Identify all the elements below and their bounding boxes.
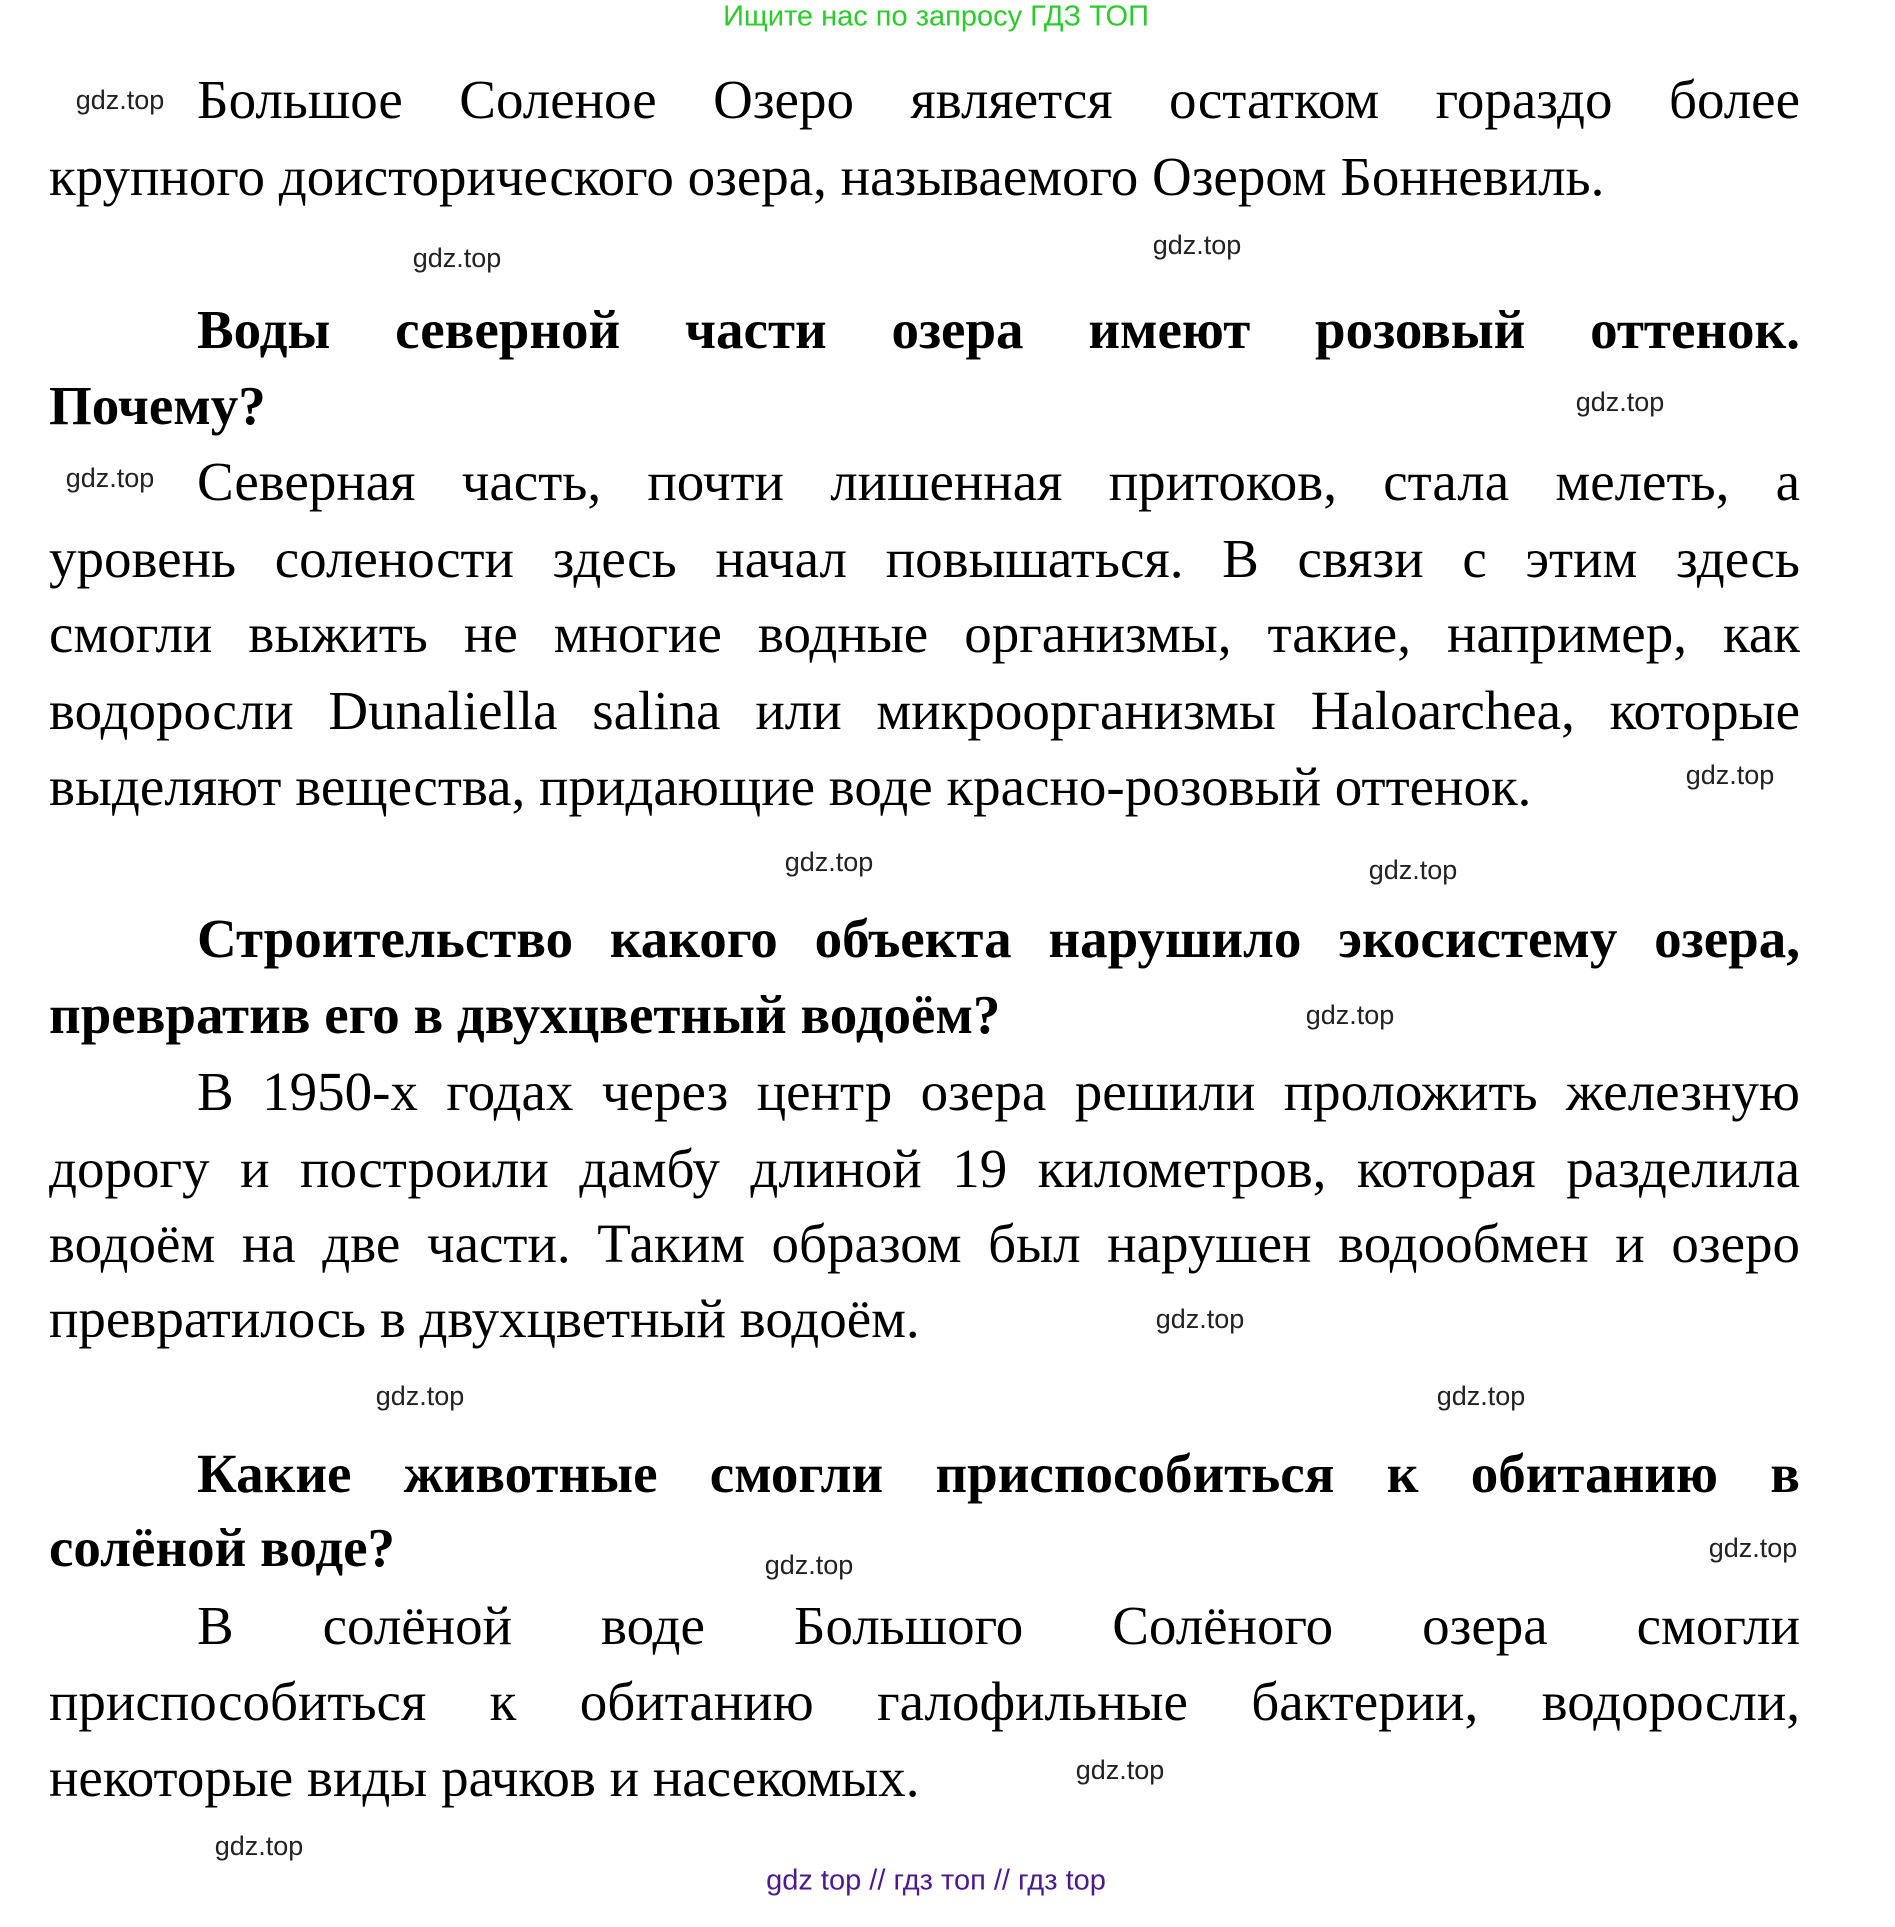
watermark: gdz.top xyxy=(764,1550,854,1580)
watermark: gdz.top xyxy=(1305,1000,1395,1030)
watermark: gdz.top xyxy=(214,1831,304,1861)
question-line: Почему? xyxy=(49,375,266,436)
question-line: превратив его в двухцветный водоём? xyxy=(49,984,1001,1045)
watermark: gdz.top xyxy=(1368,855,1458,885)
answer-line: превратилось в двухцветный водоём. xyxy=(49,1288,920,1349)
watermark: gdz.top xyxy=(1075,1755,1165,1785)
answer-line: некоторые виды рачков и насекомых. xyxy=(49,1747,920,1808)
watermark: gdz.top xyxy=(412,243,502,273)
watermark: gdz.top xyxy=(1708,1533,1798,1563)
answer-line: уровень солености здесь начал повышаться. В связи с этим здесь xyxy=(49,528,1800,589)
watermark: gdz.top xyxy=(65,463,155,493)
answer-line: Северная часть, почти лишенная притоков, стала мелеть, а xyxy=(197,451,1800,512)
answer-line: Большое Соленое Озеро является остатком гораздо более xyxy=(197,69,1800,130)
search-banner[interactable]: Ищите нас по запросу ГДЗ ТОП xyxy=(723,0,1149,33)
watermark: gdz.top xyxy=(375,1381,465,1411)
question-line: солёной воде? xyxy=(49,1517,396,1578)
answer-line: В солёной воде Большого Солёного озера смогли xyxy=(197,1595,1800,1656)
question-line: Воды северной части озера имеют розовый оттенок. xyxy=(197,299,1800,360)
watermark: gdz.top xyxy=(1155,1304,1245,1334)
watermark: gdz.top xyxy=(1152,230,1242,260)
answer-line: смогли выжить не многие водные организмы, такие, например, как xyxy=(49,603,1800,664)
answer-line: крупного доисторического озера, называемого Озером Бонневиль. xyxy=(49,146,1605,207)
footer-links[interactable]: gdz top // гдз топ // гдз top xyxy=(766,1864,1106,1897)
watermark: gdz.top xyxy=(1685,760,1775,790)
answer-line: В 1950-х годах через центр озера решили проложить железную xyxy=(197,1061,1800,1122)
watermark: gdz.top xyxy=(1436,1381,1526,1411)
answer-line: приспособиться к обитанию галофильные бактерии, водоросли, xyxy=(49,1671,1800,1732)
answer-line: водоросли Dunaliella salina или микроорганизмы Haloarchea, которые xyxy=(49,680,1800,741)
question-line: Строительство какого объекта нарушило экосистему озера, xyxy=(197,908,1800,969)
watermark: gdz.top xyxy=(1575,387,1665,417)
watermark: gdz.top xyxy=(784,847,874,877)
answer-line: дорогу и построили дамбу длиной 19 километров, которая разделила xyxy=(49,1138,1800,1199)
question-line: Какие животные смогли приспособиться к обитанию в xyxy=(197,1443,1800,1504)
watermark: gdz.top xyxy=(75,85,165,115)
answer-line: выделяют вещества, придающие воде красно-розовый оттенок. xyxy=(49,756,1532,817)
answer-line: водоём на две части. Таким образом был нарушен водообмен и озеро xyxy=(49,1213,1800,1274)
